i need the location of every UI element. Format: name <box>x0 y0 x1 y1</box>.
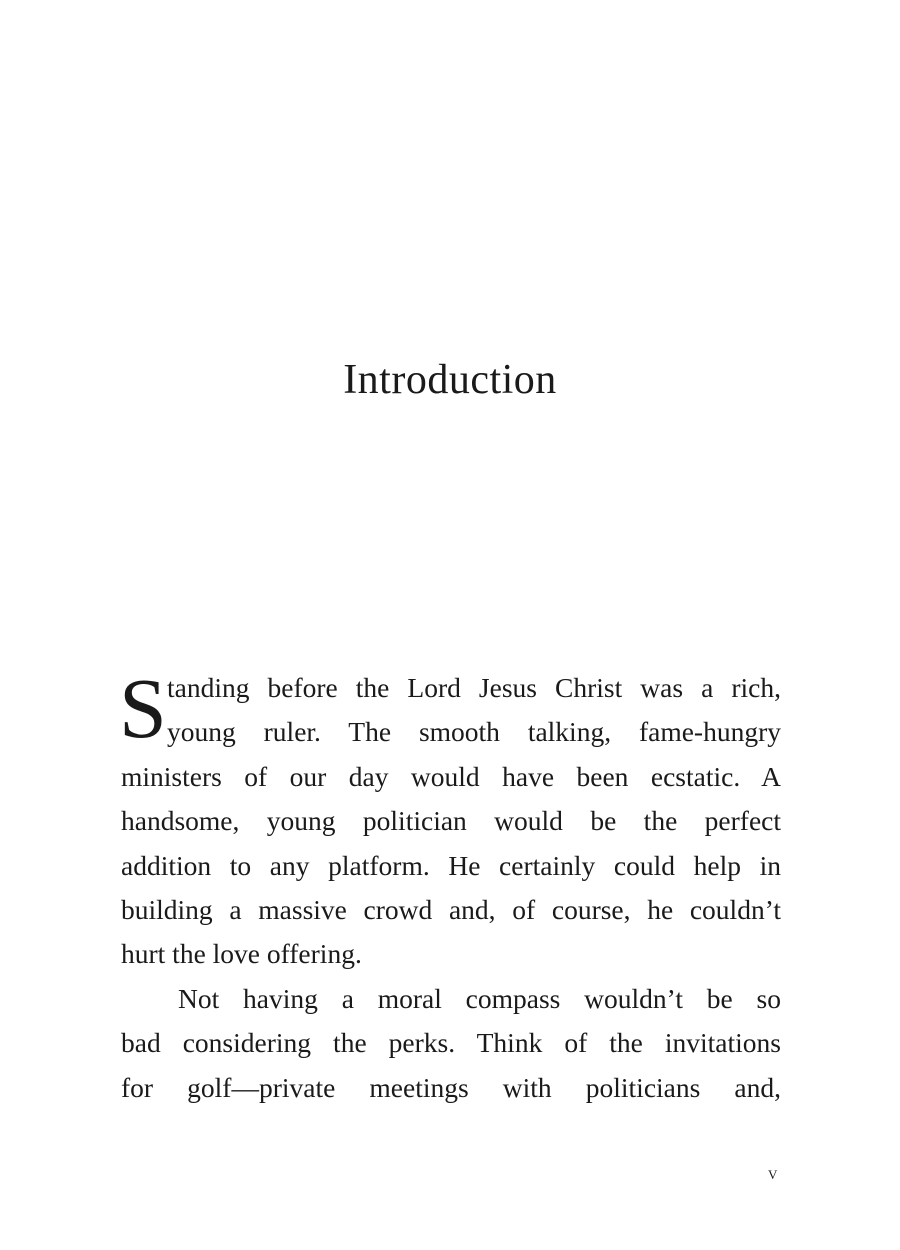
text-line: hurt the love offering. <box>121 938 362 970</box>
text-line: for golf—private meetings with politicians and, <box>121 1071 781 1103</box>
line-text: tanding before the Lord Jesus Christ was a rich, <box>167 672 781 703</box>
text-line <box>121 710 781 754</box>
paragraph-1 <box>119 660 781 977</box>
text-line: handsome, young politician would be the perfect <box>121 805 781 837</box>
text-line: ministers of our day would have been ecstatic. A <box>121 760 781 792</box>
text-line: bad considering the perks. Think of the invitations <box>121 1027 781 1059</box>
text-line: addition to any platform. He certainly could help in <box>121 849 781 881</box>
body-text <box>119 660 781 1110</box>
line-text: young ruler. The smooth talking, fame-hungry <box>167 716 781 748</box>
page-number: v <box>768 1163 778 1183</box>
paragraph-2 <box>121 977 781 1110</box>
text-line: building a massive crowd and, of course, he couldn’t <box>121 893 781 925</box>
chapter-title: Introduction <box>343 357 557 403</box>
text-line: Not having a moral compass wouldn’t be so <box>178 982 781 1014</box>
drop-cap: S <box>119 660 167 756</box>
